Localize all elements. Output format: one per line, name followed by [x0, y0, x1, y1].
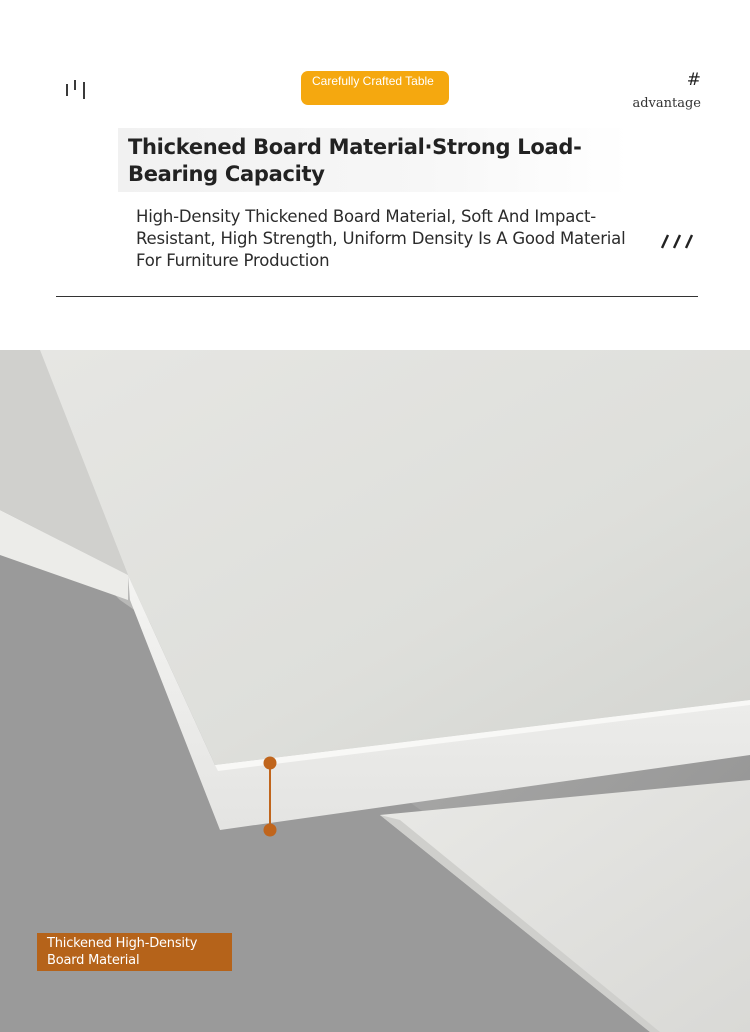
- feature-title: Thickened Board Material·Strong Load-Bearing Capacity: [118, 128, 630, 192]
- feature-description: High-Density Thickened Board Material, Soft And Impact-Resistant, High Strength, Uniform Density Is A Good Material For Furniture Production: [136, 207, 626, 270]
- board-photo: [0, 350, 750, 1032]
- divider: [56, 296, 698, 297]
- badge: Carefully Crafted Table: [301, 71, 449, 105]
- thickness-marker: [263, 756, 277, 838]
- bars-icon: [66, 78, 88, 100]
- board-illustration: [0, 350, 750, 1032]
- header-section: [0, 0, 750, 350]
- slashes-icon: [659, 233, 697, 249]
- photo-caption: Thickened High-Density Board Material: [37, 933, 232, 971]
- advantage-label: advantage: [632, 96, 701, 111]
- hash-symbol: #: [686, 70, 701, 90]
